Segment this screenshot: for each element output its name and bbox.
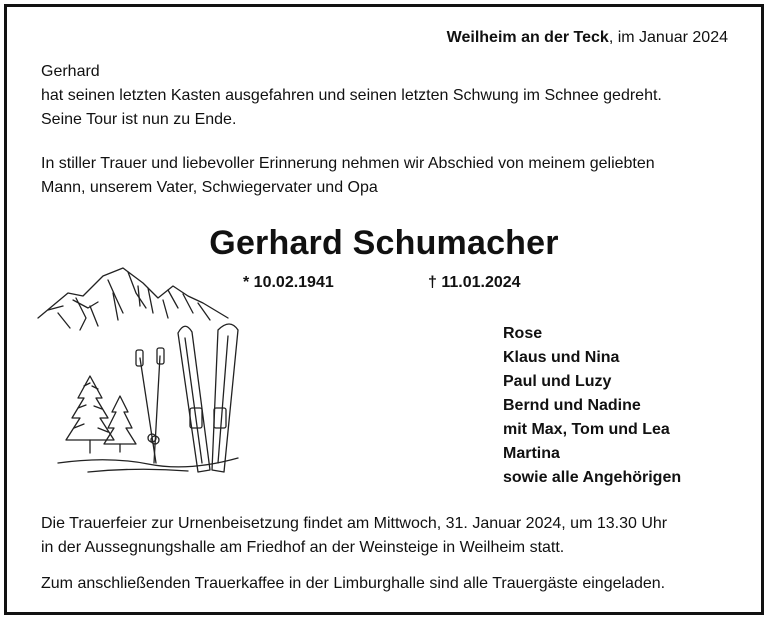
service-info [41, 512, 741, 596]
mourner-item: Klaus und Nina [503, 349, 620, 366]
mourner-item: Bernd und Nadine [503, 397, 641, 414]
farewell-line: In stiller Trauer und liebevoller Erinnerung nehmen wir Abschied von meinem geliebten [41, 155, 655, 172]
service-line: Die Trauerfeier zur Urnenbeisetzung findet am Mittwoch, 31. Januar 2024, um 13.30 Uhr [41, 515, 668, 532]
intro-line: Seine Tour ist nun zu Ende. [41, 111, 237, 128]
mountain-ski-illustration [28, 258, 258, 483]
mourner-item: sowie alle Angehörigen [503, 469, 682, 486]
intro-line: Gerhard [41, 63, 100, 80]
mourner-item: mit Max, Tom und Lea [503, 421, 670, 438]
mourner-item: Martina [503, 445, 560, 462]
mourner-item: Paul und Luzy [503, 373, 612, 390]
farewell-line: Mann, unserem Vater, Schwiegervater und Opa [41, 179, 378, 196]
coffee-invitation: Zum anschließenden Trauerkaffee in der Limburghalle sind alle Trauergäste eingeladen. [41, 575, 666, 592]
intro-line: hat seinen letzten Kasten ausgefahren und seinen letzten Schwung im Schnee gedreht. [41, 87, 662, 104]
service-line: in der Aussegnungshalle am Friedhof an der Weinsteige in Weilheim statt. [41, 539, 565, 556]
farewell-text [41, 152, 731, 200]
mourner-item: Rose [503, 325, 543, 342]
birth-date: * 10.02.1941 [243, 274, 334, 291]
death-date: † 11.01.2024 [428, 274, 521, 291]
date-text: , im Januar 2024 [608, 29, 728, 46]
intro-text [41, 60, 731, 132]
deceased-name: Gerhard Schumacher [209, 224, 559, 262]
place-date [447, 29, 728, 47]
place-name: Weilheim an der Teck [446, 29, 609, 46]
mourners-list [503, 322, 681, 490]
